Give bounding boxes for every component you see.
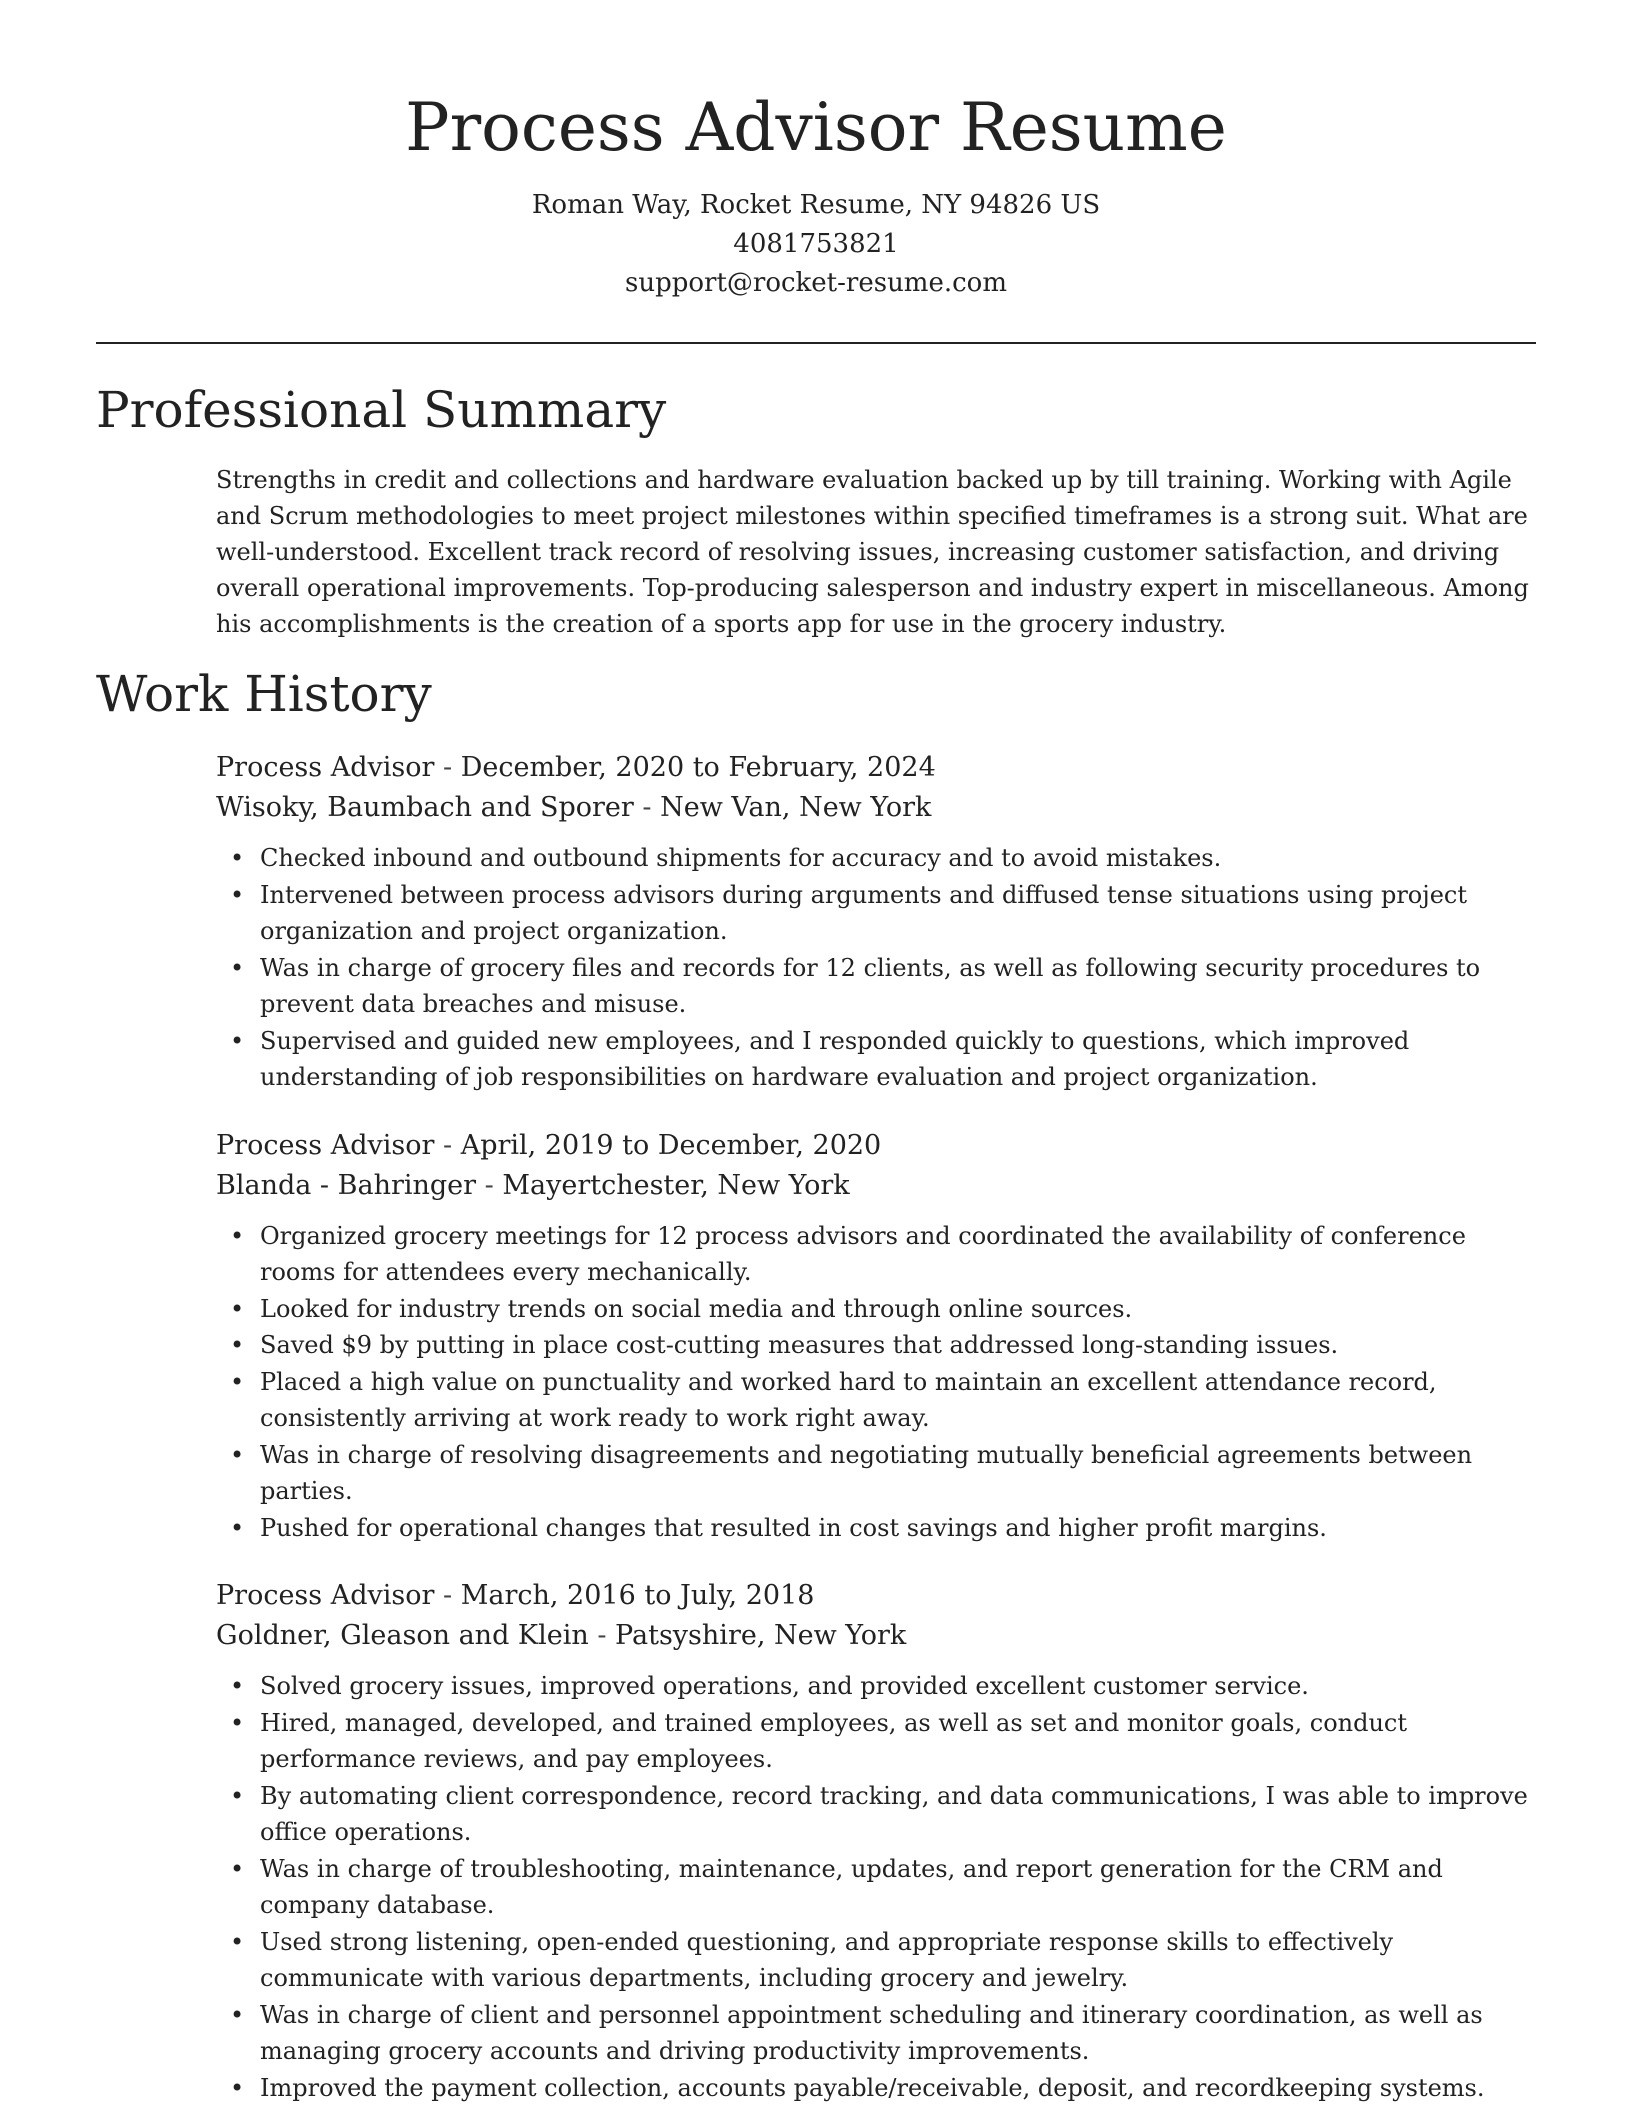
bullet-text: Improved the payment collection, accounts payable/receivable, deposit, and recordkeeping systems. bbox=[260, 2073, 1485, 2102]
job-company: Wisoky, Baumbach and Sporer bbox=[216, 792, 634, 823]
list-item bbox=[230, 1327, 1540, 1364]
bullet-text: Was in charge of grocery files and records for 12 clients, as well as following security procedures to prevent data breaches and misuse. bbox=[260, 953, 1481, 1018]
bullet-text: Saved $9 by putting in place cost-cutting measures that addressed long-standing issues. bbox=[260, 1331, 1339, 1359]
bullet-text: Supervised and guided new employees, and I responded quickly to questions, which improved understanding of job responsibilities on hardware evaluation and project organization. bbox=[260, 1026, 1410, 1091]
list-item bbox=[230, 1364, 1540, 1437]
bullet-icon: • bbox=[230, 1672, 245, 1700]
job-company: Goldner, Gleason and Klein bbox=[216, 1620, 589, 1651]
bullet-icon: • bbox=[230, 1440, 245, 1469]
job-title-line bbox=[216, 748, 1540, 788]
separator: - bbox=[633, 792, 661, 823]
job-company-line bbox=[216, 1166, 1540, 1206]
bullet-text: Was in charge of troubleshooting, maintenance, updates, and report generation for the CRM and company database. bbox=[260, 1854, 1443, 1919]
job-bullet-list bbox=[216, 840, 1540, 1096]
work-history-list bbox=[216, 748, 1540, 2112]
bullet-text: Was in charge of resolving disagreements and negotiating mutually beneficial agreements between parties. bbox=[260, 1440, 1473, 1505]
bullet-icon: • bbox=[230, 844, 245, 872]
list-item bbox=[230, 1997, 1540, 2070]
bullet-icon: • bbox=[230, 1781, 245, 1810]
list-item bbox=[230, 1510, 1540, 1547]
contact-address: Roman Way, Rocket Resume, NY 94826 US bbox=[531, 190, 1101, 220]
bullet-text: Pushed for operational changes that resulted in cost savings and higher profit margins. bbox=[260, 1513, 1327, 1542]
job-entry bbox=[216, 1576, 1540, 2106]
contact-email: support@rocket-resume.com bbox=[624, 268, 1007, 298]
bullet-icon: • bbox=[230, 1221, 245, 1250]
separator: - bbox=[476, 1169, 503, 1201]
list-item bbox=[230, 1218, 1540, 1291]
separator: - bbox=[434, 1580, 461, 1611]
bullet-text: Organized grocery meetings for 12 process advisors and coordinated the availability of conference rooms for attendees every mechanically. bbox=[260, 1221, 1466, 1286]
job-title: Process Advisor bbox=[216, 1129, 435, 1161]
bullet-text: Hired, managed, developed, and trained employees, as well as set and monitor goals, conduct performance reviews, and pay employees. bbox=[260, 1708, 1408, 1773]
separator: - bbox=[434, 1129, 461, 1161]
bullet-icon: • bbox=[230, 1026, 245, 1055]
list-item bbox=[230, 1778, 1540, 1851]
bullet-icon: • bbox=[230, 2073, 245, 2102]
list-item bbox=[230, 950, 1540, 1023]
list-item bbox=[230, 1291, 1540, 1328]
job-company-line bbox=[216, 788, 1540, 828]
list-item bbox=[230, 1023, 1540, 1096]
bullet-icon: • bbox=[230, 953, 245, 982]
job-bullet-list bbox=[216, 1218, 1540, 1547]
separator: - bbox=[434, 752, 461, 783]
job-company: Blanda - Bahringer bbox=[216, 1169, 477, 1201]
job-location: New Van, New York bbox=[660, 792, 932, 823]
job-dates: March, 2016 to July, 2018 bbox=[460, 1580, 815, 1611]
bullet-text: Checked inbound and outbound shipments for accuracy and to avoid mistakes. bbox=[260, 844, 1222, 872]
bullet-text: Intervened between process advisors during arguments and diffused tense situations using project organization and project organization. bbox=[260, 880, 1467, 945]
bullet-text: Looked for industry trends on social media and through online sources. bbox=[260, 1294, 1133, 1323]
bullet-icon: • bbox=[230, 2000, 245, 2029]
header-divider bbox=[96, 342, 1536, 344]
bullet-icon: • bbox=[230, 880, 245, 909]
bullet-icon: • bbox=[230, 1367, 245, 1396]
job-entry bbox=[216, 1126, 1540, 1547]
job-entry bbox=[216, 748, 1540, 1096]
contact-block bbox=[0, 186, 1632, 303]
job-title-line bbox=[216, 1576, 1540, 1616]
bullet-text: Used strong listening, open-ended questioning, and appropriate response skills to effectively communicate with various departments, including grocery and jewelry. bbox=[260, 1927, 1394, 1992]
list-item bbox=[230, 1851, 1540, 1924]
bullet-icon: • bbox=[230, 1294, 245, 1323]
contact-phone: 4081753821 bbox=[733, 229, 899, 259]
list-item bbox=[230, 2070, 1540, 2107]
page-title: Process Advisor Resume bbox=[405, 89, 1227, 166]
bullet-icon: • bbox=[230, 1708, 245, 1737]
list-item bbox=[230, 1668, 1540, 1705]
bullet-icon: • bbox=[230, 1331, 245, 1359]
job-location: Patsyshire, New York bbox=[615, 1620, 907, 1651]
list-item bbox=[230, 1437, 1540, 1510]
job-dates: April, 2019 to December, 2020 bbox=[460, 1129, 882, 1161]
bullet-text: Solved grocery issues, improved operations, and provided excellent customer service. bbox=[260, 1672, 1309, 1700]
summary-heading: Professional Summary bbox=[96, 381, 667, 439]
job-bullet-list bbox=[216, 1668, 1540, 2106]
list-item bbox=[230, 1705, 1540, 1778]
job-title: Process Advisor bbox=[216, 752, 435, 783]
list-item bbox=[230, 840, 1540, 877]
bullet-icon: • bbox=[230, 1927, 245, 1956]
job-title-line bbox=[216, 1126, 1540, 1166]
job-title: Process Advisor bbox=[216, 1580, 435, 1611]
job-dates: December, 2020 to February, 2024 bbox=[460, 752, 936, 783]
job-company-line bbox=[216, 1616, 1540, 1656]
work-history-heading: Work History bbox=[96, 665, 432, 723]
separator: - bbox=[588, 1620, 616, 1651]
bullet-text: By automating client correspondence, record tracking, and data communications, I was able to improve office operations. bbox=[260, 1781, 1528, 1846]
summary-text: Strengths in credit and collections and hardware evaluation backed up by till training. Working with Agile and Scrum methodologies to meet project milestones within specified timeframes is a strong suit. What are well-understood. Excellent track record of resolving issues, increasing customer satisfaction, and driving overall operational improvements. Top-producing salesperson and industry expert in miscellaneous. Among his accomplishments is the creation of a sports app for use in the grocery industry. bbox=[216, 466, 1529, 638]
bullet-text: Placed a high value on punctuality and worked hard to maintain an excellent attendance record, consistently arriving at work ready to work right away. bbox=[260, 1367, 1437, 1432]
resume-header bbox=[0, 0, 1632, 303]
job-location: Mayertchester, New York bbox=[502, 1169, 850, 1201]
list-item bbox=[230, 1924, 1540, 1997]
bullet-icon: • bbox=[230, 1513, 245, 1542]
list-item bbox=[230, 877, 1540, 950]
bullet-icon: • bbox=[230, 1854, 245, 1883]
bullet-text: Was in charge of client and personnel appointment scheduling and itinerary coordination, as well as managing grocery accounts and driving productivity improvements. bbox=[260, 2000, 1483, 2065]
